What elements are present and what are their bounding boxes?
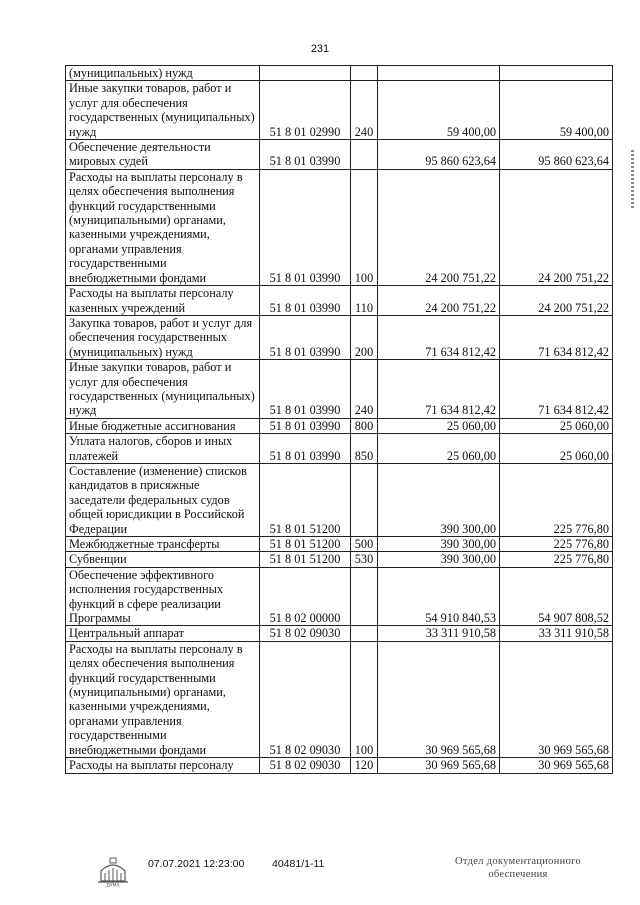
table-row xyxy=(66,418,613,433)
row-amount-1-cell: 71 634 812,42 xyxy=(378,315,500,359)
row-amount-1-cell: 30 969 565,68 xyxy=(378,641,500,757)
row-amount-1-cell xyxy=(378,66,500,81)
table-row xyxy=(66,463,613,536)
row-code-cell: 51 8 01 02990 xyxy=(260,81,351,140)
row-name-cell: Обеспечение эффективного исполнения государственных функций в сфере реализации Программы xyxy=(66,567,260,626)
table-row xyxy=(66,66,613,81)
row-type-cell: 240 xyxy=(351,81,378,140)
row-name-cell: Закупка товаров, работ и услуг для обеспечения государственных (муниципальных) нужд xyxy=(66,315,260,359)
row-code-cell: 51 8 01 03990 xyxy=(260,315,351,359)
row-type-cell: 800 xyxy=(351,418,378,433)
table-row xyxy=(66,81,613,140)
row-code-cell: 51 8 01 03990 xyxy=(260,140,351,170)
row-amount-1-cell: 390 300,00 xyxy=(378,537,500,552)
row-type-cell: 100 xyxy=(351,641,378,757)
row-name-cell: Иные бюджетные ассигнования xyxy=(66,418,260,433)
row-amount-2-cell: 71 634 812,42 xyxy=(500,315,613,359)
row-amount-1-cell: 95 860 623,64 xyxy=(378,140,500,170)
row-amount-1-cell: 33 311 910,58 xyxy=(378,626,500,641)
table-row xyxy=(66,140,613,170)
row-type-cell xyxy=(351,140,378,170)
row-code-cell: 51 8 02 00000 xyxy=(260,567,351,626)
row-amount-1-cell: 25 060,00 xyxy=(378,418,500,433)
row-amount-1-cell: 54 910 840,53 xyxy=(378,567,500,626)
row-amount-2-cell: 95 860 623,64 xyxy=(500,140,613,170)
row-type-cell: 850 xyxy=(351,434,378,464)
row-code-cell: 51 8 01 03990 xyxy=(260,169,351,285)
row-name-cell: Расходы на выплаты персоналу в целях обеспечения выполнения функций государственными (муниципальными) органами, казенными учреждениями, органами управления государственными внебюджетными фондами xyxy=(66,641,260,757)
row-amount-1-cell: 25 060,00 xyxy=(378,434,500,464)
row-name-cell: Межбюджетные трансферты xyxy=(66,537,260,552)
budget-table xyxy=(65,65,613,774)
row-code-cell: 51 8 02 09030 xyxy=(260,641,351,757)
table-row xyxy=(66,286,613,316)
row-amount-2-cell: 24 200 751,22 xyxy=(500,169,613,285)
table-row xyxy=(66,552,613,567)
row-amount-2-cell: 225 776,80 xyxy=(500,552,613,567)
row-name-cell: Обеспечение деятельности мировых судей xyxy=(66,140,260,170)
budget-table-body xyxy=(66,66,613,774)
table-row xyxy=(66,758,613,773)
row-name-cell: Центральный аппарат xyxy=(66,626,260,641)
row-name-cell: Расходы на выплаты персоналу xyxy=(66,758,260,773)
page-number: 231 xyxy=(310,43,330,55)
row-amount-2-cell: 59 400,00 xyxy=(500,81,613,140)
scan-edge-mark xyxy=(631,150,634,210)
table-row xyxy=(66,626,613,641)
table-row xyxy=(66,641,613,757)
row-amount-2-cell: 225 776,80 xyxy=(500,537,613,552)
row-type-cell: 530 xyxy=(351,552,378,567)
row-amount-2-cell xyxy=(500,66,613,81)
logo-lettering: ДУМА xyxy=(106,883,120,887)
row-type-cell: 120 xyxy=(351,758,378,773)
row-amount-2-cell: 225 776,80 xyxy=(500,463,613,536)
row-name-cell: Иные закупки товаров, работ и услуг для обеспечения государственных (муниципальных) нужд xyxy=(66,81,260,140)
row-amount-2-cell: 25 060,00 xyxy=(500,434,613,464)
table-row xyxy=(66,537,613,552)
row-name-cell: Иные закупки товаров, работ и услуг для обеспечения государственных (муниципальных) нужд xyxy=(66,360,260,419)
table-row xyxy=(66,434,613,464)
row-amount-2-cell: 24 200 751,22 xyxy=(500,286,613,316)
row-code-cell: 51 8 01 03990 xyxy=(260,360,351,419)
row-code-cell: 51 8 01 51200 xyxy=(260,552,351,567)
row-type-cell: 200 xyxy=(351,315,378,359)
row-name-cell: Расходы на выплаты персоналу казенных учреждений xyxy=(66,286,260,316)
row-amount-1-cell: 390 300,00 xyxy=(378,463,500,536)
row-code-cell: 51 8 01 51200 xyxy=(260,537,351,552)
row-code-cell: 51 8 01 03990 xyxy=(260,418,351,433)
row-amount-1-cell: 24 200 751,22 xyxy=(378,169,500,285)
row-type-cell: 240 xyxy=(351,360,378,419)
row-amount-1-cell: 30 969 565,68 xyxy=(378,758,500,773)
row-type-cell: 100 xyxy=(351,169,378,285)
row-amount-2-cell: 71 634 812,42 xyxy=(500,360,613,419)
row-amount-1-cell: 390 300,00 xyxy=(378,552,500,567)
row-amount-1-cell: 59 400,00 xyxy=(378,81,500,140)
table-row xyxy=(66,315,613,359)
footer-date: 07.07.2021 12:23:00 xyxy=(148,858,245,870)
table-row xyxy=(66,169,613,285)
row-amount-1-cell: 24 200 751,22 xyxy=(378,286,500,316)
footer-stamp: Отдел документационного обеспечения xyxy=(454,856,582,880)
row-type-cell xyxy=(351,626,378,641)
footer-doc-number: 40481/1-11 xyxy=(272,858,325,870)
row-type-cell xyxy=(351,66,378,81)
row-amount-2-cell: 25 060,00 xyxy=(500,418,613,433)
row-code-cell: 51 8 01 51200 xyxy=(260,463,351,536)
row-name-cell: (муниципальных) нужд xyxy=(66,66,260,81)
row-code-cell xyxy=(260,66,351,81)
row-amount-2-cell: 54 907 808,52 xyxy=(500,567,613,626)
row-name-cell: Субвенции xyxy=(66,552,260,567)
row-type-cell xyxy=(351,567,378,626)
row-amount-2-cell: 30 969 565,68 xyxy=(500,641,613,757)
row-code-cell: 51 8 01 03990 xyxy=(260,434,351,464)
row-type-cell: 500 xyxy=(351,537,378,552)
row-amount-2-cell: 30 969 565,68 xyxy=(500,758,613,773)
row-code-cell: 51 8 02 09030 xyxy=(260,626,351,641)
row-name-cell: Уплата налогов, сборов и иных платежей xyxy=(66,434,260,464)
row-name-cell: Составление (изменение) списков кандидатов в присяжные заседатели федеральных судов общей юрисдикции в Российской Федерации xyxy=(66,463,260,536)
row-amount-1-cell: 71 634 812,42 xyxy=(378,360,500,419)
table-row xyxy=(66,360,613,419)
row-name-cell: Расходы на выплаты персоналу в целях обеспечения выполнения функций государственными (муниципальными) органами, казенными учреждениями, органами управления государственными внебюджетными фондами xyxy=(66,169,260,285)
row-code-cell: 51 8 02 09030 xyxy=(260,758,351,773)
row-code-cell: 51 8 01 03990 xyxy=(260,286,351,316)
table-row xyxy=(66,567,613,626)
row-type-cell xyxy=(351,463,378,536)
duma-logo-icon xyxy=(95,855,131,887)
row-type-cell: 110 xyxy=(351,286,378,316)
row-amount-2-cell: 33 311 910,58 xyxy=(500,626,613,641)
